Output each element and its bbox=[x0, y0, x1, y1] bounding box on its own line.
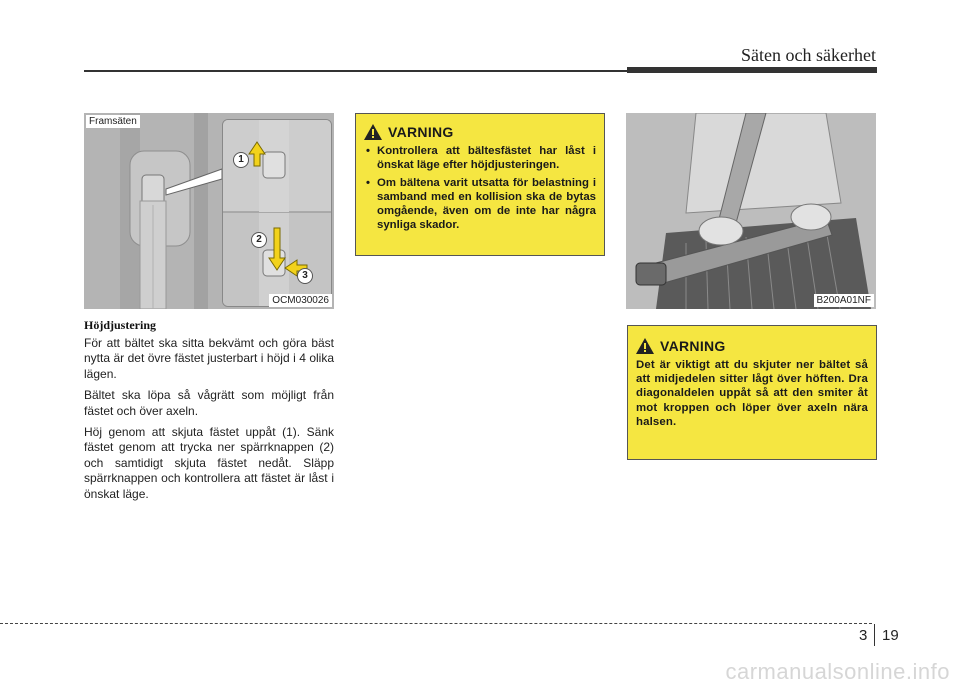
section-heading: Höjdjustering bbox=[84, 318, 156, 332]
figure-lap-belt bbox=[626, 113, 876, 309]
footer-separator bbox=[874, 624, 875, 646]
warning-box-lap-belt bbox=[627, 325, 877, 460]
warning-triangle-icon bbox=[636, 338, 654, 354]
warning-header bbox=[364, 124, 596, 140]
warning-title: VARNING bbox=[388, 124, 454, 140]
callout-1: 1 bbox=[233, 152, 249, 168]
figure-code: B200A01NF bbox=[814, 294, 874, 307]
figure-code: OCM030026 bbox=[269, 294, 332, 307]
page-number: 19 bbox=[882, 627, 899, 644]
callout-3: 3 bbox=[297, 268, 313, 284]
paragraph: Höj genom att skjuta fästet uppåt (1). Sänk fästet genom att trycka ner spärrknappen (2) och samtidigt skjuta fästet nedåt. Släpp spärrknappen och kontrollera att fästet är låst i önskat läge. bbox=[84, 425, 334, 501]
warning-list bbox=[364, 144, 596, 232]
paragraph: Bältet ska löpa så vågrätt som möjligt från fästet och över axeln. bbox=[84, 388, 334, 418]
warning-item: • Kontrollera att bältesfästet har låst i önskat läge efter höjdjusteringen. bbox=[366, 145, 596, 171]
detail-inset bbox=[222, 119, 332, 307]
chapter-number: 3 bbox=[859, 627, 868, 644]
warning-header bbox=[636, 338, 868, 354]
figure-tag: Framsäten bbox=[86, 115, 140, 128]
detail-illustration bbox=[223, 120, 331, 306]
warning-title: VARNING bbox=[660, 338, 726, 354]
header-rule-accent bbox=[627, 67, 877, 73]
lap-belt-illustration bbox=[626, 113, 876, 309]
warning-text: Det är viktigt att du skjuter ner bältet så att midjedelen sitter lågt över höften. Dra diagonaldelen uppåt så att den smiter åt mot kroppen och löper över axeln nära halsen. bbox=[636, 359, 868, 428]
paragraph: För att bältet ska sitta bekvämt och göra bäst nytta är det övre fästet justerbart i höjd i 4 olika lägen. bbox=[84, 336, 334, 381]
callout-2: 2 bbox=[251, 232, 267, 248]
warning-box-anchor bbox=[355, 113, 605, 256]
footer-rule bbox=[0, 623, 872, 624]
header-rule bbox=[84, 70, 632, 72]
warning-triangle-icon bbox=[364, 124, 382, 140]
chapter-title: Säten och säkerhet bbox=[741, 45, 876, 65]
figure-height-adjuster bbox=[84, 113, 334, 309]
section-height-adjust bbox=[84, 318, 334, 508]
warning-item: • Om bältena varit utsatta för belastning i samband med en kollision ska de bytas omgående, även om de inte har några synliga skador. bbox=[366, 177, 596, 231]
watermark: carmanualsonline.info bbox=[725, 659, 950, 684]
